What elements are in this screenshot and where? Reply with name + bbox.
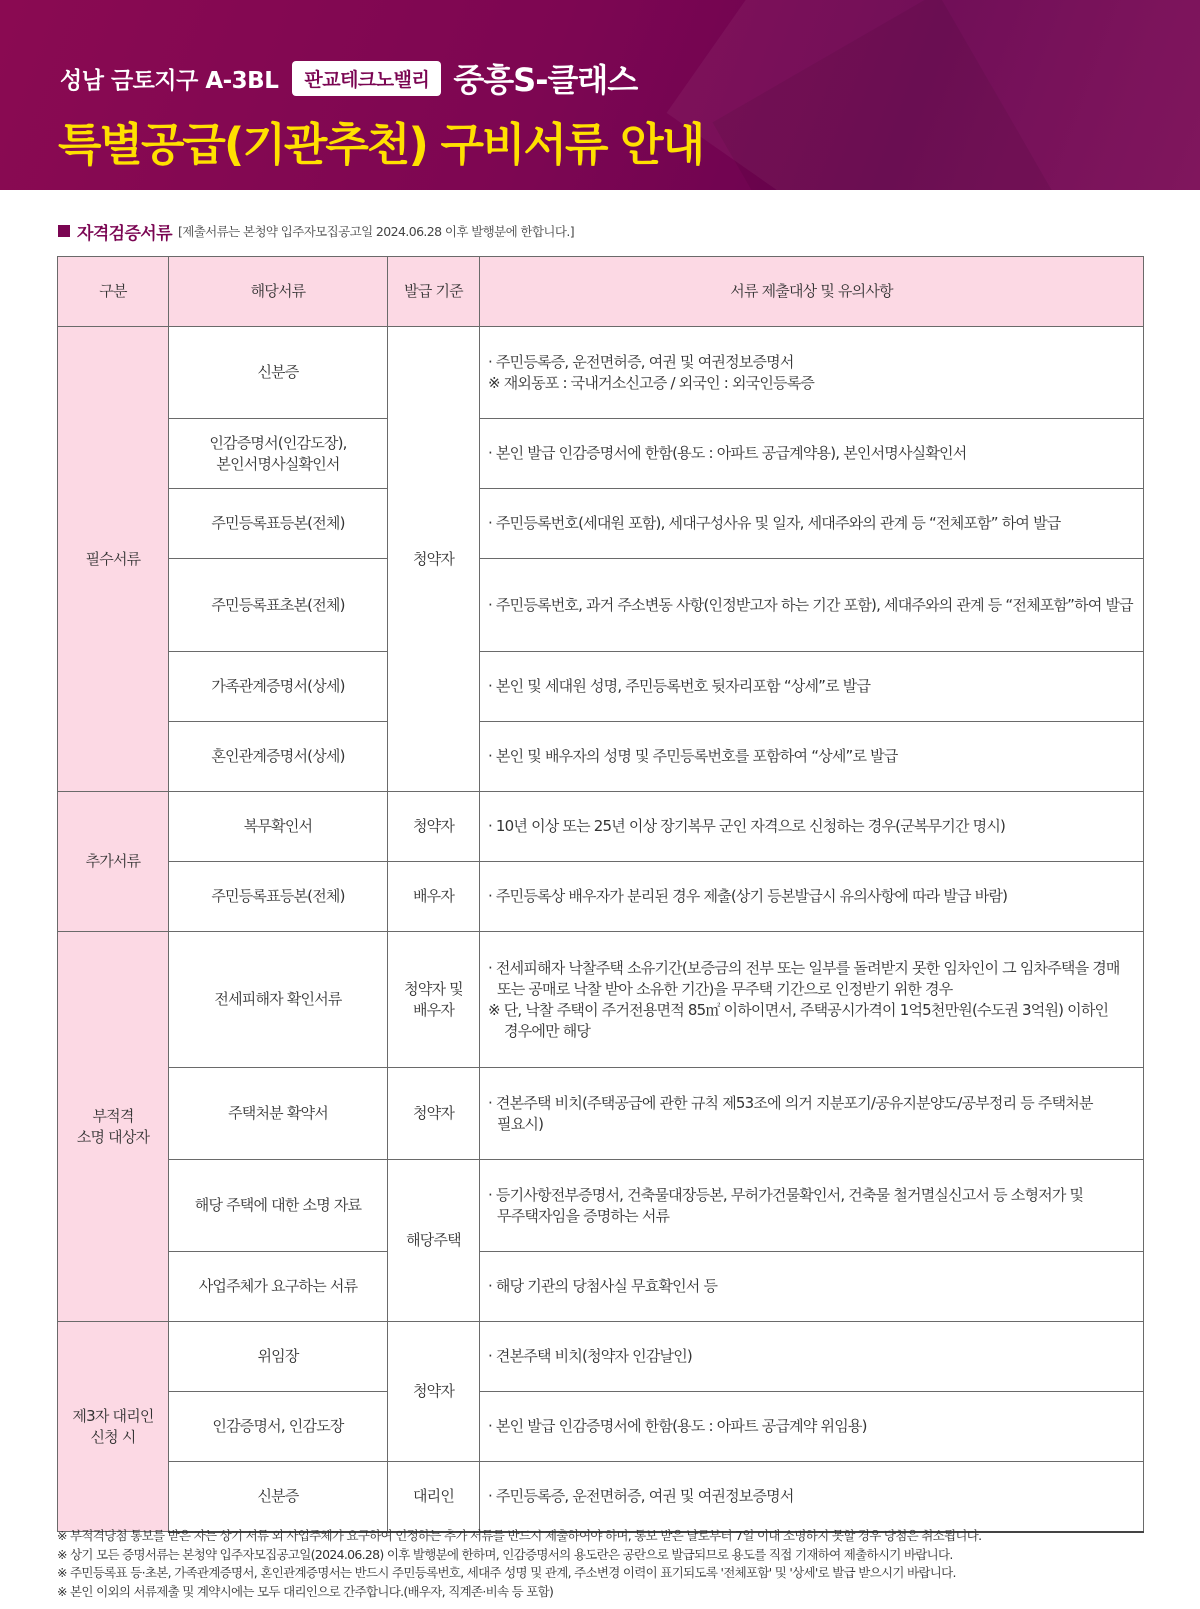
document-cell: 혼인관계증명서(상세) [169,722,388,792]
notes-cell: · 주민등록번호(세대원 포함), 세대구성사유 및 일자, 세대주와의 관계 등 “전체포함” 하여 발급 [480,489,1144,559]
note-line: 무주택자임을 증명하는 서류 [497,1206,670,1225]
category-cell: 추가서류 [58,792,169,932]
section-heading [58,220,574,242]
column-header: 서류 제출대상 및 유의사항 [480,257,1144,327]
notes-cell: · 본인 및 배우자의 성명 및 주민등록번호를 포함하여 “상세”로 발급 [480,722,1144,792]
documents-table [57,256,1144,1533]
note-line: ※ 재외동포 : 국내거소신고증 / 외국인 : 외국인등록증 [488,373,815,392]
category-line: 제3자 대리인 [72,1406,154,1425]
notes-cell: · 10년 이상 또는 25년 이상 장기복무 군인 자격으로 신청하는 경우(군복무기간 명시) [480,792,1144,862]
note-line: · 견본주택 비치(주택공급에 관한 규칙 제53조에 의거 지분포기/공유지분양도/공부정리 등 주택처분 [488,1093,1093,1112]
note-line: · 주민등록증, 운전면허증, 여권 및 여권정보증명서 [488,352,794,371]
table-row [58,792,1144,862]
notes-cell: · 본인 발급 인감증명서에 한함(용도 : 아파트 공급계약 위임용) [480,1392,1144,1462]
notes-cell: · 본인 발급 인감증명서에 한함(용도 : 아파트 공급계약용), 본인서명사실확인서 [480,419,1144,489]
issuer-cell: 해당주택 [388,1160,480,1322]
document-cell: 위임장 [169,1322,388,1392]
document-line: 인감증명서(인감도장), [209,433,347,452]
column-header: 구분 [58,257,169,327]
notes-cell: · 견본주택 비치(청약자 인감날인) [480,1322,1144,1392]
table-row [58,489,1144,559]
document-cell: 주민등록표초본(전체) [169,559,388,652]
table-row [58,862,1144,932]
issuer-cell [388,932,480,1068]
note-line: 필요시) [497,1114,544,1133]
issuer-cell: 배우자 [388,862,480,932]
document-cell: 사업주체가 요구하는 서류 [169,1252,388,1322]
document-cell: 주민등록표등본(전체) [169,489,388,559]
document-cell: 해당 주택에 대한 소명 자료 [169,1160,388,1252]
document-line: 본인서명사실확인서 [216,454,340,473]
notes-cell: · 본인 및 세대원 성명, 주민등록번호 뒷자리포함 “상세”로 발급 [480,652,1144,722]
brand-badge: 판교테크노밸리 [292,61,441,96]
footnote: ※ 부적격당첨 통보를 받은 자는 상기 서류 외 사업주체가 요구하여 인정하는 추가 서류를 반드시 제출하여야 하며, 통보 받은 날로부터 7일 이내 소명하지 못할 경우 당첨은 취소됩니다. [57,1528,982,1543]
header-banner [0,0,1200,190]
document-cell: 인감증명서, 인감도장 [169,1392,388,1462]
issuer-line: 청약자 및 [404,979,463,998]
issuer-cell: 청약자 [388,1068,480,1160]
issuer-cell: 청약자 [388,1322,480,1462]
column-header: 발급 기준 [388,257,480,327]
page-title: 특별공급(기관추천) 구비서류 안내 [58,118,704,171]
table-row [58,1160,1144,1252]
footnote: ※ 본인 이외의 서류제출 및 계약시에는 모두 대리인으로 간주합니다.(배우자, 직계존·비속 등 포함) [57,1583,554,1599]
document-cell: 전세피해자 확인서류 [169,932,388,1068]
issuer-cell: 청약자 [388,327,480,792]
category-line: 부적격 [92,1106,134,1125]
document-cell: 복무확인서 [169,792,388,862]
document-cell: 주택처분 확약서 [169,1068,388,1160]
table-row [58,327,1144,419]
note-line: 경우에만 해당 [504,1021,591,1040]
note-line: · 전세피해자 낙찰주택 소유기간(보증금의 전부 또는 일부를 돌려받지 못한 임차인이 그 임차주택을 경매 [488,958,1120,977]
issuer-line: 배우자 [412,1000,455,1019]
document-cell: 신분증 [169,1462,388,1532]
table-row [58,932,1144,1068]
note-line: 또는 공매로 낙찰 받아 소유한 기간)을 무주택 기간으로 인정받기 위한 경우 [497,979,953,998]
table-row [58,1068,1144,1160]
section-title: 자격검증서류 [77,223,172,244]
table-row [58,559,1144,652]
notes-cell: · 해당 기관의 당첨사실 무효확인서 등 [480,1252,1144,1322]
location-label: 성남 금토지구 A-3BL [60,67,279,94]
table-header-row [58,257,1144,327]
document-cell [169,419,388,489]
document-cell: 주민등록표등본(전체) [169,862,388,932]
notes-cell: · 주민등록번호, 과거 주소변동 사항(인정받고자 하는 기간 포함), 세대주와의 관계 등 “전체포함”하여 발급 [480,559,1144,652]
category-cell [58,932,169,1322]
notes-cell [480,1068,1144,1160]
square-bullet-icon [58,225,70,237]
note-line: · 등기사항전부증명서, 건축물대장등본, 무허가건물확인서, 건축물 철거멸실신고서 등 소형저가 및 [488,1185,1084,1204]
table-row [58,1392,1144,1462]
brand-name: 중흥S-클래스 [453,61,638,99]
notes-cell [480,1160,1144,1252]
notes-cell: · 주민등록증, 운전면허증, 여권 및 여권정보증명서 [480,1462,1144,1532]
document-cell: 신분증 [169,327,388,419]
document-cell: 가족관계증명서(상세) [169,652,388,722]
table-row [58,722,1144,792]
notes-cell [480,932,1144,1068]
issuer-cell: 청약자 [388,792,480,862]
category-cell: 필수서류 [58,327,169,792]
table-row [58,1252,1144,1322]
category-line: 소명 대상자 [76,1127,150,1146]
table-row [58,1322,1144,1392]
footnote: ※ 상기 모든 증명서류는 본청약 입주자모집공고일(2024.06.28) 이후 발행분에 한하며, 인감증명서의 용도란은 공란으로 발급되므로 용도를 직접 기재하여 제출하시기 바랍니다. [57,1546,953,1562]
note-line: ※ 단, 낙찰 주택이 주거전용면적 85㎡ 이하이면서, 주택공시가격이 1억5천만원(수도권 3억원) 이하인 [488,1000,1109,1019]
table-row [58,419,1144,489]
category-cell [58,1322,169,1532]
notes-cell [480,327,1144,419]
issuer-cell: 대리인 [388,1462,480,1532]
table-row [58,1462,1144,1532]
table-row [58,652,1144,722]
category-line: 신청 시 [90,1427,136,1446]
section-note: [제출서류는 본청약 입주자모집공고일 2024.06.28 이후 발행분에 한합니다.] [177,224,575,239]
header-subline [60,58,637,98]
footnotes [57,1527,1157,1601]
column-header: 해당서류 [169,257,388,327]
notes-cell: · 주민등록상 배우자가 분리된 경우 제출(상기 등본발급시 유의사항에 따라 발급 바람) [480,862,1144,932]
footnote: ※ 주민등록표 등·초본, 가족관계증명서, 혼인관계증명서는 반드시 주민등록번호, 세대주 성명 및 관계, 주소변경 이력이 표기되도록 '전체포함' 및 '상세'로 발급 받으시기 바랍니다. [57,1565,956,1580]
